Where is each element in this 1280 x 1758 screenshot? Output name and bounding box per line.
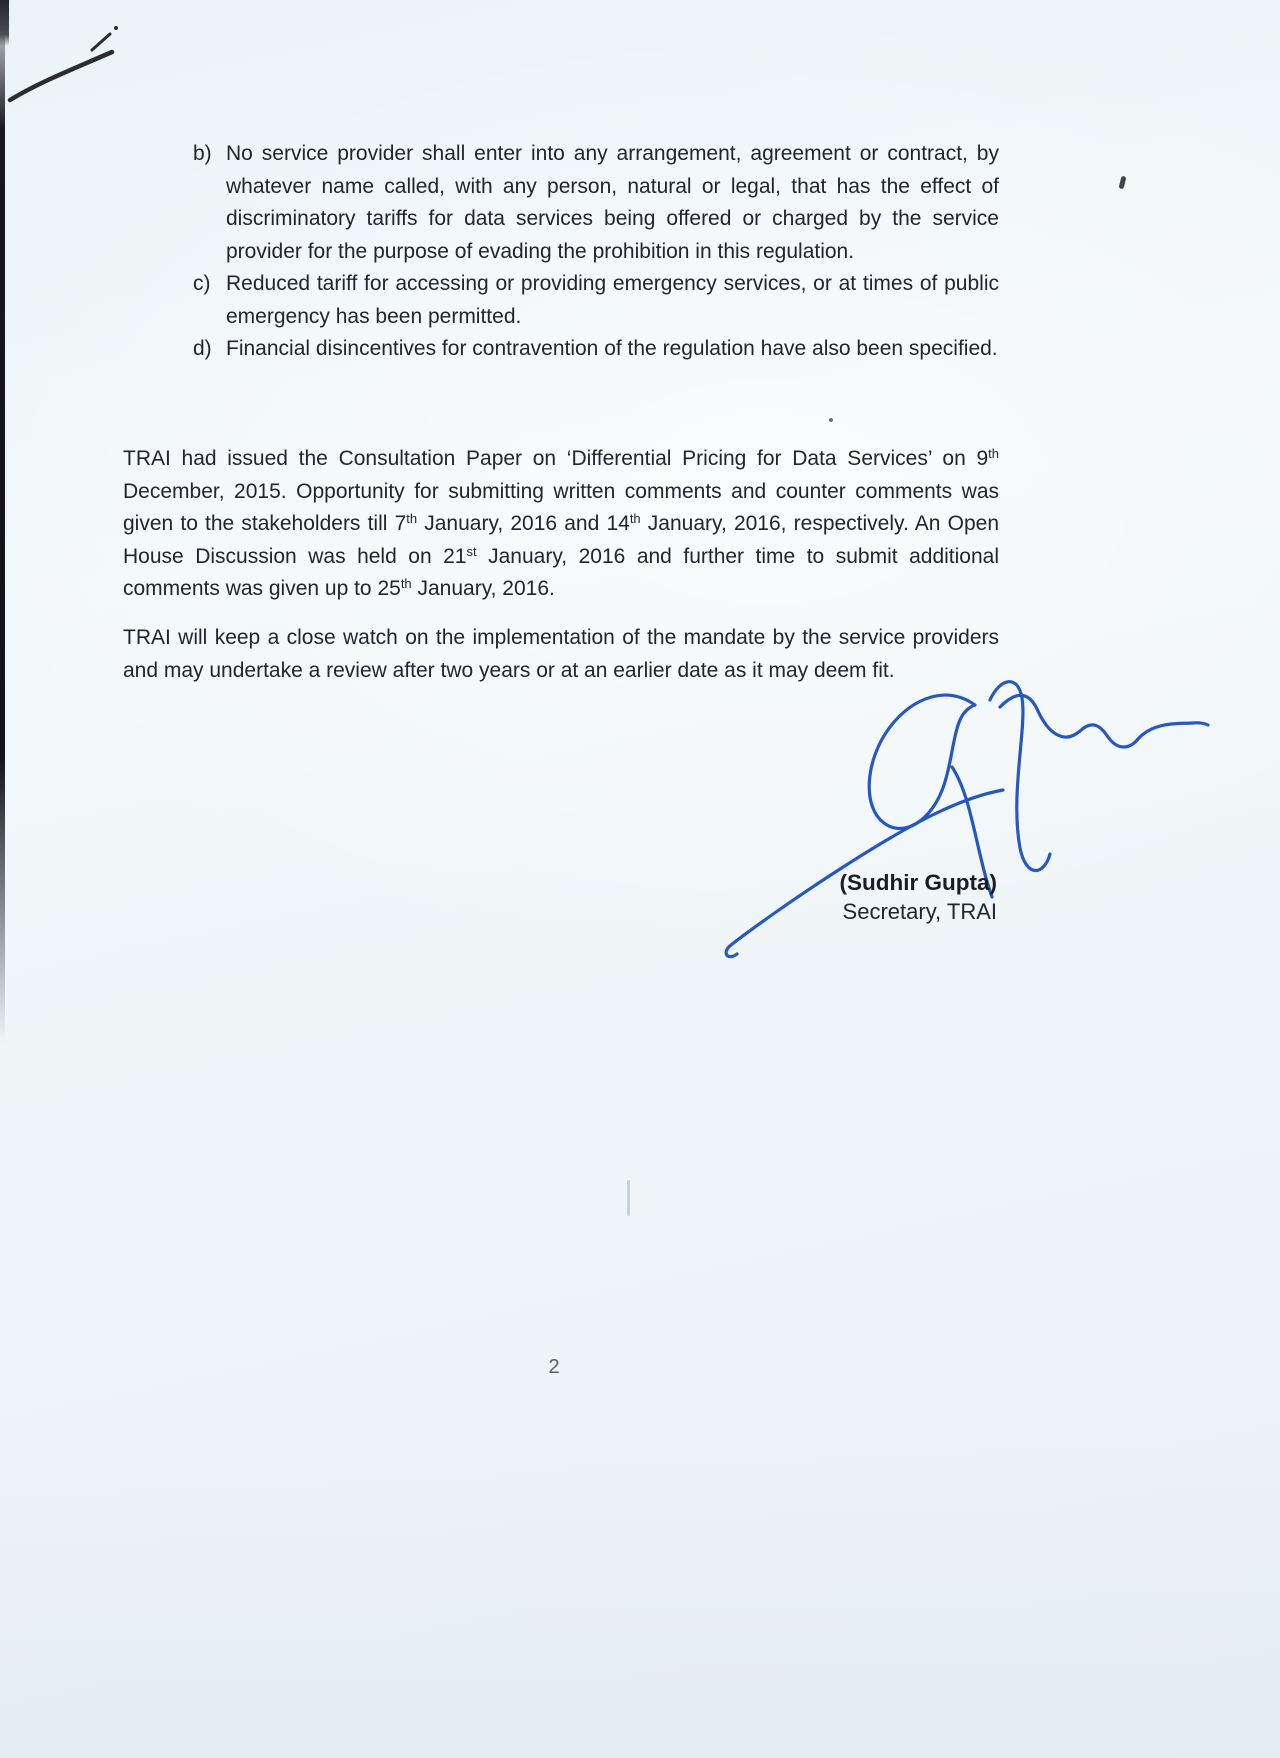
signature-block bbox=[600, 869, 997, 926]
pen-mark-icon bbox=[0, 8, 150, 118]
ordinal-superscript: st bbox=[466, 543, 477, 559]
list-item-text: Financial disincentives for contravention of the regulation have also been specified. bbox=[226, 337, 998, 360]
paragraph-text: January, 2016 and 14 bbox=[417, 512, 630, 535]
ink-speck bbox=[829, 418, 833, 422]
list-item-d bbox=[193, 333, 999, 366]
ordinal-superscript: th bbox=[629, 511, 641, 526]
ordinal-superscript: th bbox=[400, 576, 412, 591]
ink-speck bbox=[1119, 176, 1127, 190]
scan-bottom-tint bbox=[0, 1438, 1280, 1758]
paragraph-text: January, 2016, respectively. An Open House Discussion was held on 21 bbox=[123, 512, 1000, 568]
paragraph-text: January, 2016 and further time to submit additional comments was given up to 25 bbox=[123, 544, 999, 600]
page-number: 2 bbox=[548, 1356, 560, 1378]
ordinal-superscript: th bbox=[988, 446, 999, 461]
clause-list bbox=[193, 138, 999, 366]
list-item-label: c) bbox=[193, 272, 211, 295]
list-item-text: No service provider shall enter into any arrangement, agreement or contract, by whatever name called, with any person, natural or legal, that has the effect of discriminatory tariffs for data services being offered or charged by the service provider for the purpose of evading the prohibition in this regulation. bbox=[226, 142, 999, 263]
paragraph-text: TRAI had issued the Consultation Paper on ‘Differential Pricing for Data Services’ on 9 bbox=[123, 447, 989, 470]
paragraph-text: TRAI will keep a close watch on the implementation of the mandate by the service providers and may undertake a review after two years or at an earlier date as it may deem fit. bbox=[123, 626, 999, 682]
list-item-text: Reduced tariff for accessing or providing emergency services, or at times of public emergency has been permitted. bbox=[226, 272, 999, 328]
list-item-label: d) bbox=[193, 337, 212, 360]
signature-ink-icon bbox=[690, 672, 1210, 972]
ordinal-superscript: th bbox=[406, 511, 418, 526]
list-item-c bbox=[193, 268, 999, 333]
paragraph-text: January, 2016. bbox=[411, 577, 555, 600]
paragraph-text: December, 2015. Opportunity for submitting written comments and counter comments was given to the stakeholders till 7 bbox=[123, 479, 999, 535]
paragraph-consultation-history bbox=[123, 443, 999, 606]
signatory-name: (Sudhir Gupta) bbox=[839, 870, 997, 895]
list-item-b bbox=[193, 138, 999, 268]
scan-left-edge bbox=[0, 28, 5, 1043]
signatory-title: Secretary, TRAI bbox=[842, 899, 997, 924]
ink-speck bbox=[627, 1180, 630, 1216]
list-item-label: b) bbox=[193, 142, 212, 165]
